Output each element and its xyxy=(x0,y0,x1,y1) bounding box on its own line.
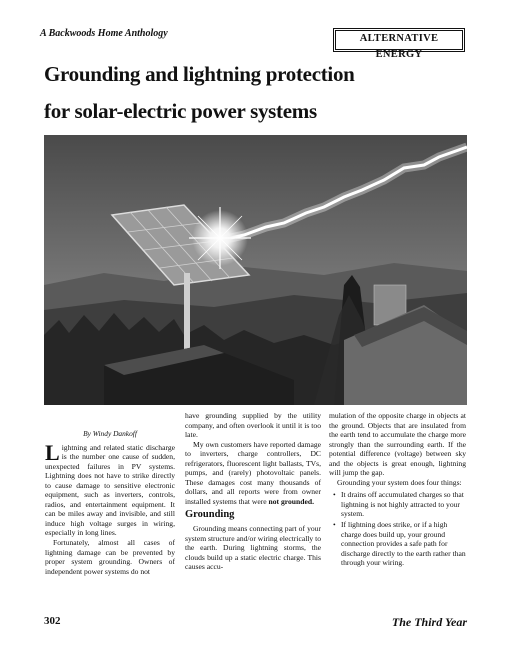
article-column-1 xyxy=(45,411,175,576)
paragraph-text: ightning and related static discharge is the number one cause of sudden, unexpected failures in PV systems. Lightning does not have to strike directly to cause damage to sensitive electronic equipment, such as inverters, controls, radios, and entertainment equipment. It can be miles away and invisible, and still induce high voltage surges in wiring, especially in long lines. xyxy=(45,442,175,538)
drop-cap: L xyxy=(45,439,60,465)
page-number: 302 xyxy=(44,615,61,627)
article-title-line1: Grounding and lightning protection xyxy=(44,62,355,86)
article-column-2 xyxy=(185,411,321,572)
paragraph xyxy=(45,439,175,538)
list-item: • If lightning does strike, or if a high charge does build up, your ground connection provides a safe path for discharge directly to the earth rather than through your wiring. xyxy=(341,520,466,568)
footer-book-title: The Third Year xyxy=(391,615,467,629)
paragraph-text: My own customers have reported damage to inverters, charge controllers, DC refrigerators, fluorescent light ballasts, TVs, pumps, and (rarely) photovoltaic panels. These damages cost many thousands of dollars, and all reports were from owner installed systems that were xyxy=(185,439,321,506)
article-column-3 xyxy=(329,411,466,569)
paragraph: Grounding means connecting part of your system structure and/or wiring electrically to the earth. During lightning storms, the clouds build up a static electric charge. This causes accu- xyxy=(185,524,322,572)
byline: By Windy Dankoff xyxy=(83,429,137,438)
bullet-list xyxy=(329,490,466,567)
paragraph: mulation of the opposite charge in objects at the ground. Objects that are insulated from the earth tend to accumulate the charge more strongly than the surrounding earth. If the potential difference (voltage) between sky and the objects is great enough, lightning will jump the gap. xyxy=(329,411,466,478)
section-tag: ALTERNATIVE ENERGY xyxy=(335,30,463,50)
paragraph: Grounding your system does four things: xyxy=(337,477,462,487)
paragraph: Fortunately, almost all cases of lightning damage can be prevented by proper system grounding. Owners of independent power systems do not xyxy=(45,538,175,576)
emphasis-text: not grounded. xyxy=(268,496,314,506)
subhead: Grounding xyxy=(185,509,235,521)
article-title-line2: for solar-electric power systems xyxy=(44,99,317,123)
running-head: A Backwoods Home Anthology xyxy=(40,28,168,39)
paragraph xyxy=(185,440,321,507)
list-item: • It drains off accumulated charges so that lightning is not highly attracted to your system. xyxy=(341,490,466,519)
lightning-photo xyxy=(44,135,467,405)
paragraph: have grounding supplied by the utility company, and often overlook it until it is too late. xyxy=(185,411,321,440)
